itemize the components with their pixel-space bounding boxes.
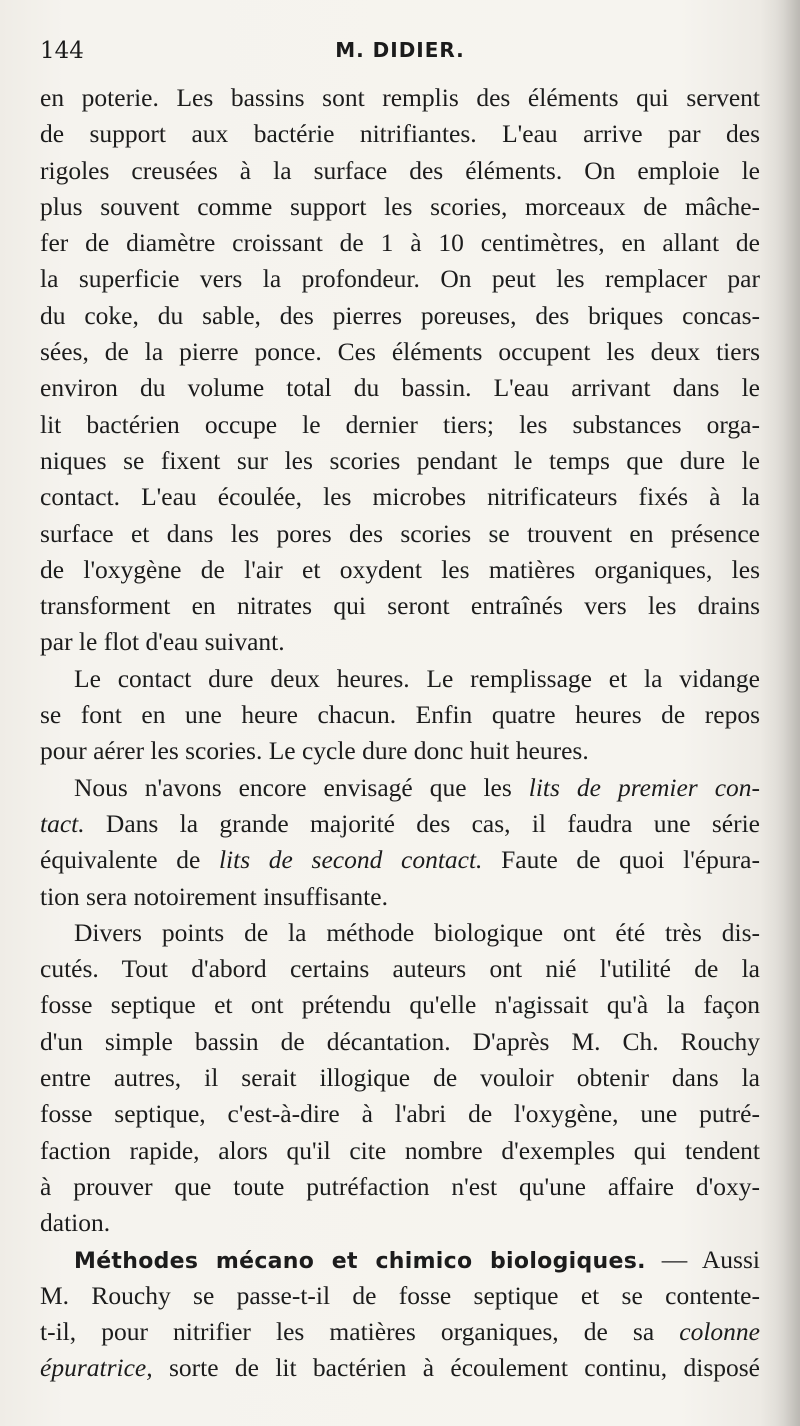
text-line: [40, 1096, 760, 1132]
text-line: [40, 697, 760, 733]
text-line: [40, 1169, 760, 1205]
text-line: [40, 334, 760, 370]
text-segment: niques se fixent sur les scories pendant le temps que dure le: [40, 445, 760, 475]
text-segment: équivalente de: [40, 845, 219, 875]
text-segment: d'un simple bassin de décantation. D'après M. Ch. Rouchy: [40, 1026, 760, 1056]
text-line: [40, 261, 760, 297]
text-line: [40, 842, 760, 878]
text-line: [40, 370, 760, 406]
text-line: [40, 733, 760, 769]
italic-text: lits de second contact.: [218, 845, 483, 875]
paragraph: [40, 770, 760, 915]
text-segment: surface et dans les pores des scories se trouvent en présence: [40, 518, 760, 548]
text-segment: Divers points de la méthode biologique ont été très dis-: [74, 917, 760, 947]
text-line: [40, 153, 760, 189]
text-line: [40, 806, 760, 842]
text-line: [40, 1060, 760, 1096]
text-segment: de l'oxygène de l'air et oxydent les matières organiques, les: [40, 554, 760, 584]
text-segment: Faute de quoi l'épura-: [482, 845, 760, 875]
text-line: [40, 443, 760, 479]
text-segment: Dans la grande majorité des cas, il faudra une série: [84, 808, 760, 838]
text-segment: dation.: [40, 1208, 111, 1238]
text-segment: fosse septique, c'est-à-dire à l'abri de l'oxygène, une putré-: [40, 1099, 760, 1129]
text-segment: lit bactérien occupe le dernier tiers; les substances orga-: [40, 409, 760, 439]
text-line: [40, 951, 760, 987]
text-segment: t-il, pour nitrifier les matières organiques, de sa: [40, 1317, 680, 1347]
body-text: [40, 80, 760, 1387]
paragraph: [40, 80, 760, 661]
text-segment: tion sera notoirement insuffisante.: [40, 881, 388, 911]
italic-text: épuratrice,: [40, 1353, 153, 1383]
text-line: [40, 1350, 760, 1386]
italic-text: tact.: [40, 808, 85, 838]
text-line: [40, 1314, 760, 1350]
italic-text: lits de premier con-: [528, 772, 760, 802]
section-heading: Méthodes mécano et chimico biologiques.: [74, 1248, 646, 1274]
text-segment: sées, de la pierre ponce. Ces éléments occupent les deux tiers: [40, 337, 760, 367]
text-line: [40, 407, 760, 443]
text-line: [40, 588, 760, 624]
text-segment: en poterie. Les bassins sont remplis des éléments qui servent: [40, 83, 760, 112]
text-line: [40, 225, 760, 261]
text-segment: sorte de lit bactérien à écoulement continu, disposé: [152, 1353, 760, 1383]
text-line: [40, 80, 760, 116]
page-number: 144: [40, 38, 84, 64]
text-line: [40, 624, 760, 660]
text-line: [40, 479, 760, 515]
text-segment: Nous n'avons encore envisagé que les: [74, 772, 529, 802]
text-segment: transforment en nitrates qui seront entraînés vers les drains: [40, 591, 760, 621]
text-segment: la superficie vers la profondeur. On peut les remplacer par: [40, 264, 760, 294]
text-line: [40, 116, 760, 152]
text-line: [40, 1133, 760, 1169]
text-segment: plus souvent comme support les scories, morceaux de mâche-: [40, 191, 760, 221]
text-line: [40, 987, 760, 1023]
text-line: [40, 516, 760, 552]
italic-text: colonne: [679, 1317, 760, 1347]
text-segment: à prouver que toute putréfaction n'est qu'une affaire d'oxy-: [40, 1171, 760, 1201]
page-header: [40, 38, 760, 68]
text-segment: contact. L'eau écoulée, les microbes nitrificateurs fixés à la: [40, 482, 760, 512]
text-segment: Le contact dure deux heures. Le remplissage et la vidange: [74, 663, 760, 693]
text-line: [40, 1278, 760, 1314]
text-line: [40, 879, 760, 915]
paragraph: [40, 1242, 760, 1387]
text-segment: par le flot d'eau suivant.: [40, 627, 285, 657]
text-segment: fer de diamètre croissant de 1 à 10 centimètres, en allant de: [40, 228, 760, 258]
text-line: [40, 1024, 760, 1060]
text-segment: entre autres, il serait illogique de vouloir obtenir dans la: [40, 1063, 760, 1093]
text-segment: — Aussi: [645, 1244, 760, 1274]
text-line: [40, 189, 760, 225]
text-segment: pour aérer les scories. Le cycle dure donc huit heures.: [40, 736, 589, 766]
text-segment: cutés. Tout d'abord certains auteurs ont nié l'utilité de la: [40, 954, 760, 984]
text-line: [40, 1242, 760, 1278]
text-segment: environ du volume total du bassin. L'eau arrivant dans le: [40, 373, 760, 403]
text-line: [40, 552, 760, 588]
text-line: [40, 770, 760, 806]
text-segment: fosse septique et ont prétendu qu'elle n'agissait qu'à la façon: [40, 990, 760, 1020]
text-segment: rigoles creusées à la surface des éléments. On emploie le: [40, 155, 760, 185]
text-segment: faction rapide, alors qu'il cite nombre d'exemples qui tendent: [40, 1135, 760, 1165]
text-segment: se font en une heure chacun. Enfin quatre heures de repos: [40, 700, 760, 730]
paragraph: [40, 915, 760, 1242]
text-segment: de support aux bactérie nitrifiantes. L'eau arrive par des: [40, 119, 760, 149]
running-head: M. DIDIER.: [335, 38, 465, 62]
text-line: [40, 661, 760, 697]
text-line: [40, 1205, 760, 1241]
gutter-shadow: [760, 0, 800, 1426]
text-line: [40, 298, 760, 334]
text-line: [40, 915, 760, 951]
text-segment: du coke, du sable, des pierres poreuses, des briques concas-: [40, 300, 760, 330]
paragraph: [40, 661, 760, 770]
text-segment: M. Rouchy se passe-t-il de fosse septique et se contente-: [40, 1280, 760, 1310]
